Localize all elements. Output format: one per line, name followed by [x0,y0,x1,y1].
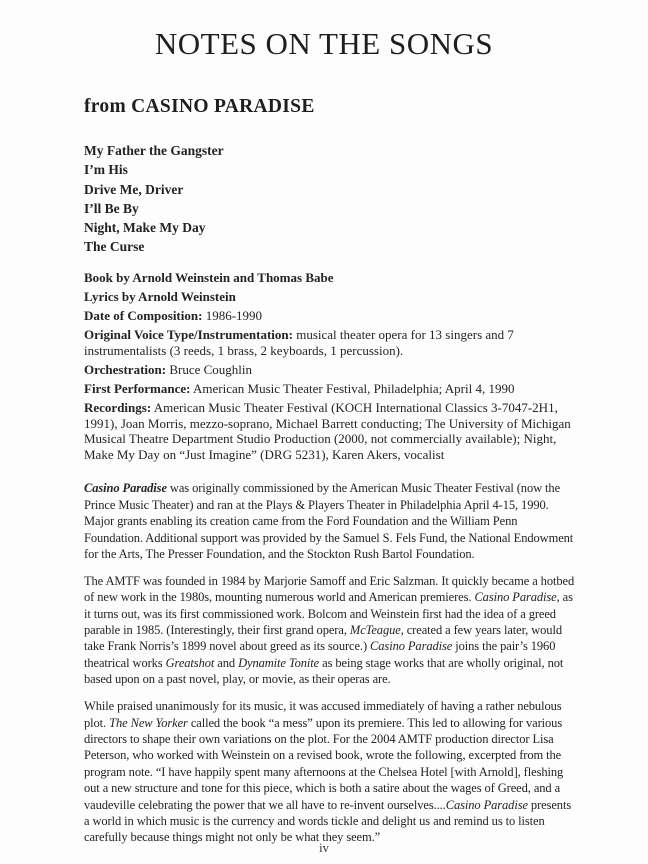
credit-label: Orchestration: [84,361,167,377]
credit-line-orchestration [84,362,578,378]
credit-line-instrumentation [84,327,578,358]
credit-value: 1986-1990 [202,307,263,323]
paragraph-commission [84,480,578,562]
page-content [0,95,648,846]
text-segment: The New Yorker [109,715,188,730]
credit-line-lyrics [84,289,578,305]
section-heading: from CASINO PARADISE [84,96,315,117]
page-number: iv [319,841,329,855]
song-title: I’ll Be By [84,200,139,216]
song-title: Drive Me, Driver [84,181,184,197]
paragraph-reception [84,698,578,846]
text-segment: joins the pair’s 1960 theatrical works [84,639,556,670]
text-segment: Casino Paradise [84,481,167,496]
text-segment: Greatshot [165,655,215,670]
credits-block [84,270,578,463]
credit-line-recordings [84,400,578,462]
credit-value: Bruce Coughlin [166,361,253,377]
credit-value: American Music Theater Festival, Philadelphia; April 4, 1990 [190,380,515,396]
song-title: Night, Make My Day [84,220,206,236]
text-segment: McTeague [349,623,401,638]
credit-label: First Performance: [84,380,191,396]
text-segment: called the book “a mess” upon its premiere. This led to allowing for various directors to shape their own variations on the plot. For the 2004 AMTF production director Lisa Peterson, who worked with Weinstein on a revised book, wrote the following, excerpted from the program note. “I have happily spent many afternoons at the Chelsea Hotel [with Arnold], fleshing out a new structure and tone for this piece, which is both a satire about the wages of Greed, and a vaudeville celebrating the power that we all have to re-invent ourselves.... [84,715,564,812]
credit-label: Original Voice Type/Instrumentation: [84,327,293,343]
text-segment: was originally commissioned by the American Music Theater Festival (now the Prince Music Theater) and ran at the Plays & Players Theater in Philadelphia April 4-15, 1990. Major grants enabling its creation came from the Ford Foundation and the William Penn Foundation. Additional support was provided by the Samuel S. Fels Fund, the National Endowment for the Arts, The Presser Foundation, and the Stockton Rush Bartol Foundation. [84,481,574,561]
credit-value: American Music Theater Festival (KOCH International Classics 3-7047-2H1, 1991), Joan Morris, mezzo-soprano, Michael Barrett conducting; The University of Michigan Musical Theatre Department Studio Production (2000, not commercially available); Night, Make My Day on “Just Imagine” (DRG 5231), Karen Akers, vocalist [84,399,571,462]
text-segment: presents a world in which music is the currency and words tickle and delight us and remind us to listen carefully because things might not only be what they seem.” [84,797,572,845]
text-segment: Casino Paradise [474,590,557,605]
credit-value: musical theater opera for 13 singers and 7 instrumentalists (3 reeds, 1 brass, 2 keyboards, 1 percussion). [84,327,514,358]
text-segment: , as it turns out, was its first commissioned work. Bolcom and Weinstein first had the idea of a greed parable in 1985. (Interestingly, their first grand opera, [84,590,573,638]
text-segment: as being stage works that are wholly original, not based upon on a past novel, play, or movie, as their operas are. [84,655,564,687]
page-title: NOTES ON THE SONGS [154,26,494,61]
credit-line-book [84,270,578,286]
text-segment: While praised unanimously for its music, it was accused immediately of having a rather nebulous plot. [84,699,562,730]
text-segment: Casino Paradise [445,797,528,812]
song-title: The Curse [84,239,145,255]
credit-label: Recordings: [84,399,152,415]
text-segment: Casino Paradise [370,639,453,654]
text-segment: The AMTF was founded in 1984 by Marjorie Samoff and Eric Salzman. It quickly became a hotbed of new work in the 1980s, mounting numerous world and American premieres. [84,573,575,605]
song-title: I’m His [84,162,128,178]
credit-label: Lyrics by Arnold Weinstein [84,288,236,304]
notes-body [84,480,578,846]
credit-line-date [84,308,578,324]
credit-label: Book by Arnold Weinstein and Thomas Babe [84,269,334,285]
credit-line-first-performance [84,381,578,397]
song-title: My Father the Gangster [84,143,224,158]
text-segment: and [214,655,239,670]
text-segment: , created a few years later, would take Frank Norris’s 1899 novel about greed as its source.) [84,623,562,654]
song-list [84,141,578,257]
text-segment: Dynamite Tonite [238,655,320,670]
credit-label: Date of Composition: [84,307,203,323]
paragraph-amtf-history [84,573,578,688]
